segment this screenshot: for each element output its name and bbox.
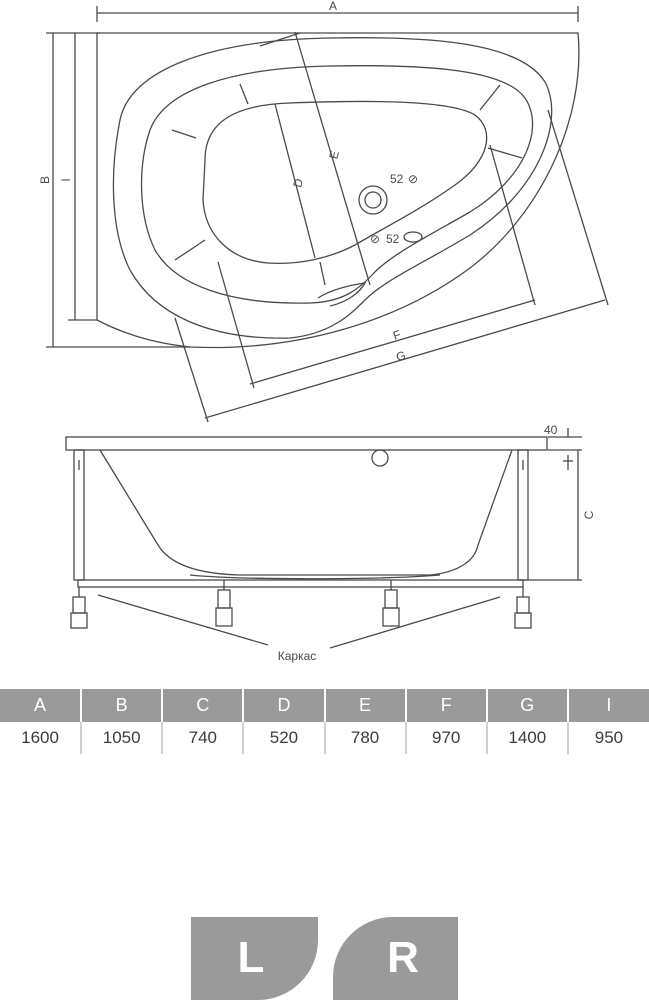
variant-right-label: R — [387, 933, 420, 982]
dim-tick — [218, 262, 254, 388]
table-header-row — [0, 689, 649, 722]
label-outlet-1: 52 — [390, 172, 404, 186]
label-g: G — [394, 348, 408, 365]
basin-outline-outer — [113, 38, 551, 338]
label-d: D — [290, 176, 307, 189]
rest-marker — [320, 262, 325, 285]
table-header-cell: I — [568, 689, 649, 722]
variant-right-button[interactable] — [333, 917, 458, 1000]
label-b: B — [38, 175, 52, 185]
label-f: F — [391, 327, 403, 343]
top-view — [46, 6, 608, 422]
label-i: I — [59, 178, 73, 182]
table-cell: 970 — [406, 722, 487, 754]
label-c: C — [582, 510, 596, 520]
drain-outlet — [404, 232, 422, 242]
label-outlet-2: 52 — [386, 232, 400, 246]
table-cell: 1400 — [487, 722, 568, 754]
overflow-outlet-inner — [365, 192, 381, 208]
dim-tick — [175, 318, 208, 422]
rest-marker — [175, 240, 205, 260]
table-cell: 740 — [162, 722, 243, 754]
label-e: E — [326, 149, 342, 161]
frame-leader — [330, 597, 500, 648]
frame-leader — [98, 595, 268, 645]
foot — [515, 587, 531, 628]
variant-left-label: L — [237, 933, 266, 982]
rest-marker — [480, 85, 500, 110]
rest-marker — [240, 84, 248, 104]
label-rim: 40 — [544, 423, 558, 437]
table-header-cell: F — [406, 689, 487, 722]
table-header-cell: E — [325, 689, 406, 722]
table-header-cell: G — [487, 689, 568, 722]
foot — [71, 587, 87, 628]
table-cell: 950 — [568, 722, 649, 754]
table-row — [0, 722, 649, 754]
bath-outer-contour — [97, 33, 579, 348]
label-frame: Каркас — [277, 649, 317, 663]
outlet-diameter-icon: ⊘ — [408, 172, 419, 186]
tub-body — [100, 450, 512, 575]
headrest-detail — [318, 283, 365, 306]
dimensions-table — [0, 689, 649, 754]
table-header-cell: A — [0, 689, 81, 722]
frame-bar — [78, 580, 523, 587]
table-cell: 1600 — [0, 722, 81, 754]
bath-rim — [66, 437, 547, 450]
basin-bottom — [203, 101, 487, 263]
dim-tick — [548, 110, 608, 305]
rest-marker — [172, 130, 196, 138]
side-overflow-outlet — [372, 450, 388, 466]
side-view — [66, 428, 582, 648]
label-a: A — [328, 0, 338, 13]
overflow-outlet-outer — [359, 186, 387, 214]
table-header-cell: C — [162, 689, 243, 722]
table-cell: 780 — [325, 722, 406, 754]
dim-tick — [490, 145, 535, 305]
outlet-diameter-icon: ⊘ — [370, 232, 381, 246]
table-cell: 520 — [243, 722, 324, 754]
variant-left-button[interactable] — [191, 917, 318, 1000]
table-cell: 1050 — [81, 722, 162, 754]
table-header-cell: B — [81, 689, 162, 722]
table-header-cell: D — [243, 689, 324, 722]
